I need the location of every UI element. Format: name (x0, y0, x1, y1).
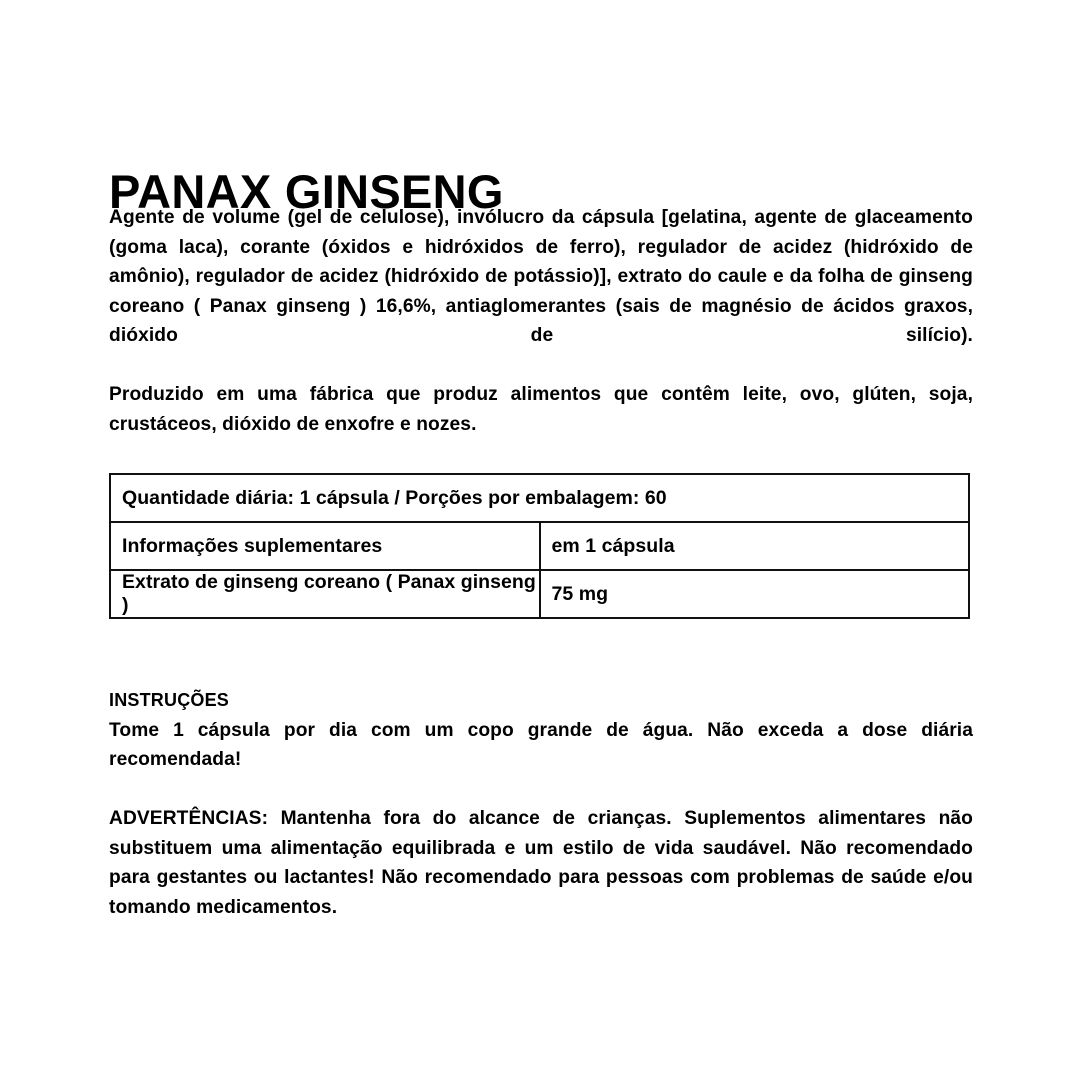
table-header-amount: em 1 cápsula (540, 522, 970, 570)
ingredient-amount-cell: 75 mg (540, 570, 970, 618)
warnings-text: ADVERTÊNCIAS: Mantenha fora do alcance de crianças. Suplementos alimentares não substituem uma alimentação equilibrada e um estilo de vida saudável. Não recomendado para gestantes ou lactantes! Não recomendado para pessoas com problemas de saúde e/ou tomando medicamentos. (109, 808, 973, 918)
table-row-serving-size (110, 474, 969, 522)
table-row-header (110, 522, 969, 570)
ingredients-allergen-notice: Produzido em uma fábrica que produz alimentos que contêm leite, ovo, glúten, soja, crustáceos, dióxido de enxofre e nozes. (109, 384, 973, 435)
serving-size-cell: Quantidade diária: 1 cápsula / Porções por embalagem: 60 (110, 474, 969, 522)
instructions-heading: INSTRUÇÕES (109, 690, 230, 710)
page-title: PANAX GINSENG (109, 165, 504, 219)
table-row (110, 570, 969, 618)
table-header-label: Informações suplementares (110, 522, 540, 570)
supplement-facts-table (109, 473, 970, 619)
ingredients-section (109, 203, 973, 439)
ingredient-name-cell: Extrato de ginseng coreano ( Panax ginseng ) (110, 570, 540, 618)
instructions-body-text: Tome 1 cápsula por dia com um copo grande de água. Não exceda a dose diária recomendada! (109, 719, 973, 770)
instructions-section (109, 686, 973, 922)
ingredients-composition-text: Agente de volume (gel de celulose), invólucro da cápsula [gelatina, agente de glaceamento (goma laca), corante (óxidos e hidróxidos de ferro), regulador de acidez (hidróxido de amônio), regulador de acidez (hidróxido de potássio)], extrato do caule e da folha de ginseng coreano ( Panax ginseng ) 16,6%, antiaglomerantes (sais de magnésio de ácidos graxos, dióxido de silício). (109, 207, 973, 346)
